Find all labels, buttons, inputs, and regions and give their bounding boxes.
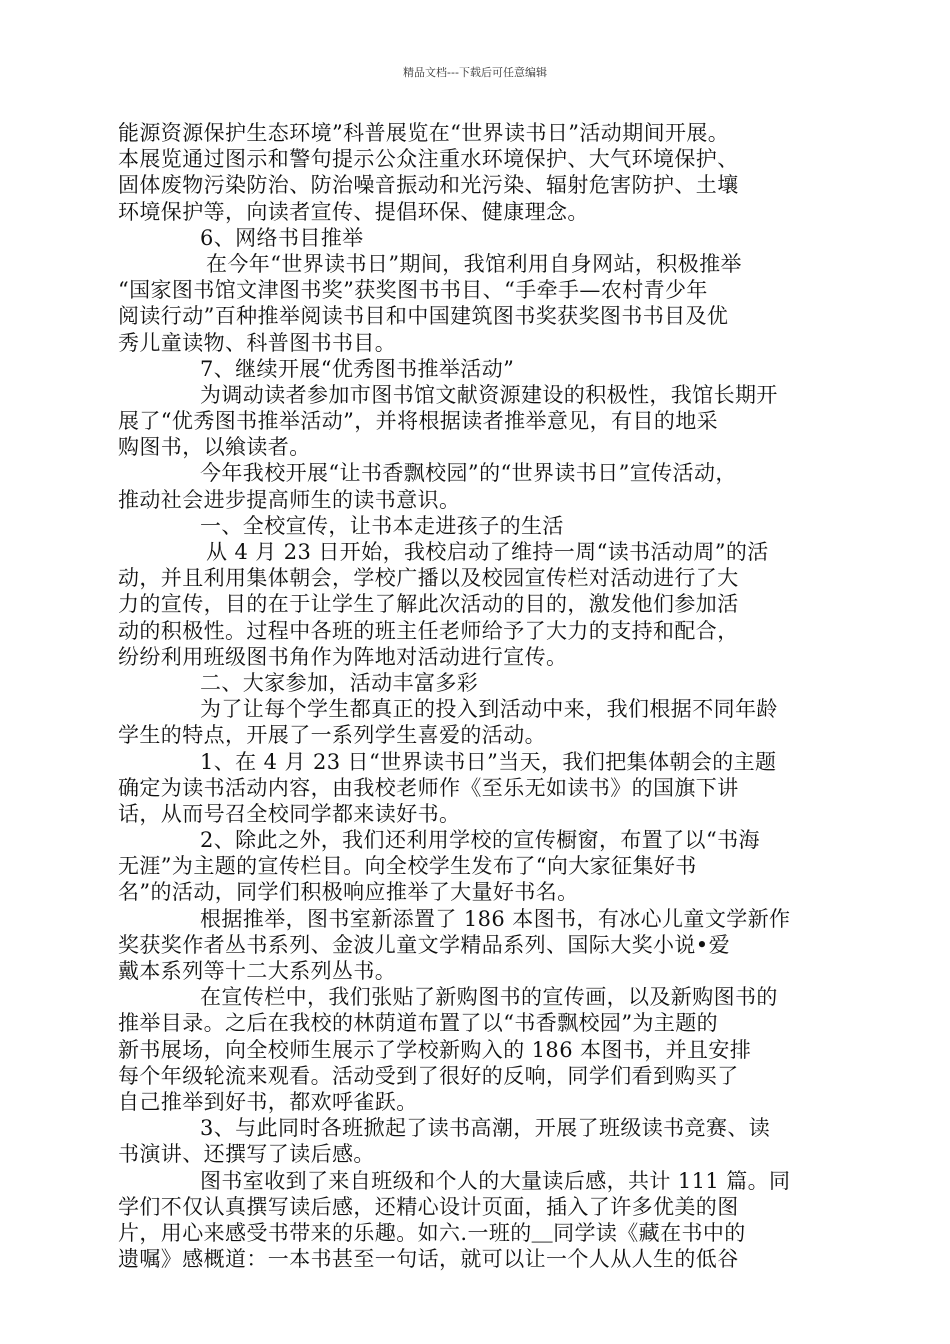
text-line: 2、除此之外，我们还利用学校的宣传橱窗，布置了以“书海: [200, 828, 760, 853]
text-line: 一、全校宣传，让书本走进孩子的生活: [200, 513, 564, 538]
text-line: 片，用心来感受书带来的乐趣。如六.一班的＿同学读《藏在书中的: [118, 1220, 746, 1245]
text-line: 推举目录。之后在我校的林荫道布置了以“书香飘校园”为主题的: [118, 1011, 719, 1036]
text-line: 今年我校开展“让书香飘校园”的“世界读书日”宣传活动，: [200, 461, 737, 486]
text-line: 阅读行动”百种推举阅读书目和中国建筑图书奖获奖图书书目及优: [118, 304, 729, 329]
text-line: 推动社会进步提高师生的读书意识。: [118, 487, 461, 512]
document-body: [118, 120, 828, 1272]
text-line: 图书室收到了来自班级和个人的大量读后感，共计 111 篇。同: [200, 1168, 791, 1193]
text-line: 自己推举到好书，都欢呼雀跃。: [118, 1089, 418, 1114]
text-line: 确定为读书活动内容，由我校老师作《至乐无如读书》的国旗下讲: [118, 775, 739, 800]
text-line: 购图书，以飨读者。: [118, 435, 311, 460]
text-line: 展了“优秀图书推举活动”，并将根据读者推举意见，有目的地采: [118, 409, 719, 434]
text-line: 动的积极性。过程中各班的班主任老师给予了大力的支持和配合，: [118, 618, 739, 643]
text-line: 7、继续开展“优秀图书推举活动”: [200, 356, 515, 381]
text-line: 能源资源保护生态环境”科普展览在“世界读书日”活动期间开展。: [118, 121, 730, 145]
text-line: 为了让每个学生都真正的投入到活动中来，我们根据不同年龄: [200, 697, 778, 722]
text-line: 每个年级轮流来观看。活动受到了很好的反响，同学们看到购买了: [118, 1063, 739, 1088]
text-line: 新书展场，向全校师生展示了学校新购入的 186 本图书，并且安排: [118, 1037, 752, 1062]
text-line: 遗嘱》感概道：一本书甚至一句话，就可以让一个人从人生的低谷: [118, 1247, 739, 1272]
page-header: 精品文档---下载后可任意编辑: [403, 66, 547, 79]
text-line: 从 4 月 23 日开始，我校启动了维持一周“读书活动周”的活: [206, 540, 769, 564]
text-line: 固体废物污染防治、防治噪音振动和光污染、辐射危害防护、土壤: [118, 173, 739, 198]
text-line: 无涯”为主题的宣传栏目。向全校学生发布了“向大家征集好书: [118, 854, 697, 879]
text-line: 3、与此同时各班掀起了读书高潮，开展了班级读书竞赛、读: [200, 1116, 771, 1141]
text-line: 6、网络书目推举: [200, 225, 364, 250]
text-line: 秀儿童读物、科普图书书目。: [118, 330, 397, 355]
text-line: 纷纷利用班级图书角作为阵地对活动进行宣传。: [118, 644, 568, 669]
text-line: 话，从而号召全校同学都来读好书。: [118, 801, 461, 826]
text-line: 戴本系列等十二大系列丛书。: [118, 959, 397, 983]
text-line: 根据推举，图书室新添置了 186 本图书，有冰心儿童文学新作: [200, 906, 791, 931]
text-line: 书演讲、还撰写了读后感。: [118, 1142, 375, 1167]
text-line: 在今年“世界读书日”期间，我馆利用自身网站，积极推举: [206, 251, 742, 276]
text-line: 本展览通过图示和警句提示公众注重水环境保护、大气环境保护、: [118, 147, 739, 172]
text-line: “国家图书馆文津图书奖”获奖图书书目、“手牵手—农村青少年: [118, 278, 708, 303]
text-line: 环境保护等，向读者宣传、提倡环保、健康理念。: [118, 199, 589, 224]
text-line: 在宣传栏中，我们张贴了新购图书的宣传画，以及新购图书的: [200, 985, 778, 1010]
text-line: 名”的活动，同学们积极响应推举了大量好书名。: [118, 880, 579, 905]
text-line: 力的宣传，目的在于让学生了解此次活动的目的，激发他们参加活: [118, 592, 739, 617]
text-line: 学们不仅认真撰写读后感，还精心设计页面，插入了许多优美的图: [118, 1194, 739, 1219]
text-line: 1、在 4 月 23 日“世界读书日”当天，我们把集体朝会的主题: [200, 749, 777, 774]
text-line: 二、大家参加，活动丰富多彩: [200, 670, 479, 695]
text-line: 动，并且利用集体朝会，学校广播以及校园宣传栏对活动进行了大: [118, 566, 739, 591]
text-line: 为调动读者参加市图书馆文献资源建设的积极性，我馆长期开: [200, 382, 778, 407]
text-line: 奖获奖作者丛书系列、金波儿童文学精品系列、国际大奖小说•爱: [118, 932, 730, 957]
text-line: 学生的特点，开展了一系列学生喜爱的活动。: [118, 723, 546, 748]
